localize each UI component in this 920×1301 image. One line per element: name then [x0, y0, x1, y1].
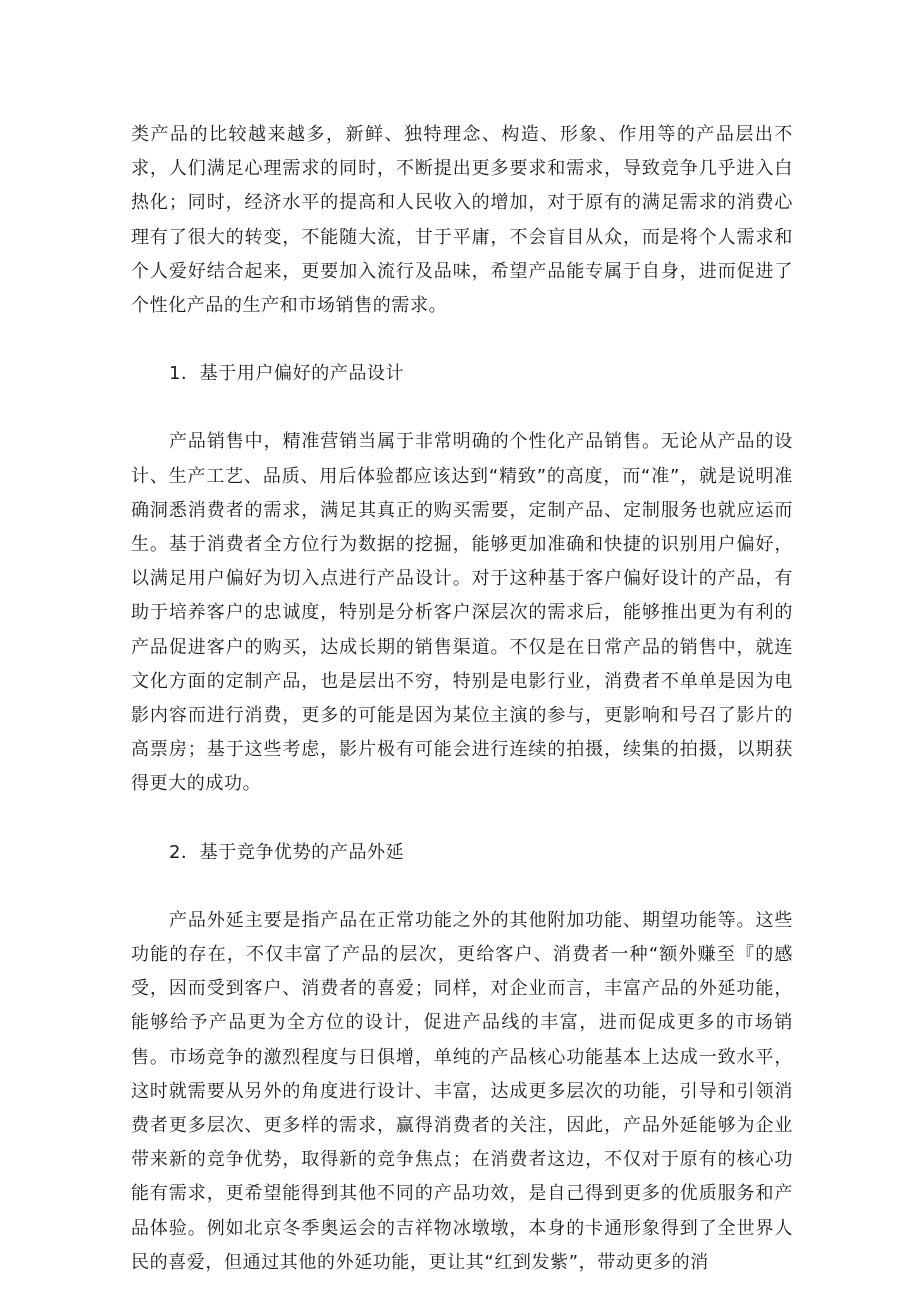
- section-heading-user-preference: 1．基于用户偏好的产品设计: [169, 363, 405, 385]
- paragraph-product-extension: 产品外延主要是指产品在正常功能之外的其他附加功能、期望功能等。这些功能的存在，不仅丰富了产品的层次，更给客户、消费者一种“额外赚至『的感受，因而受到客户、消费者的喜爱；同样，对企业而言，丰富产品的外延功能，能够给予产品更为全方位的设计，促进产品线的丰富，进而促成更多的市场销售。市场竞争的激烈程度与日俱增，单纯的产品核心功能基本上达成一致水平，这时就需要从另外的角度进行设计、丰富，达成更多层次的功能，引导和引领消费者更多层次、更多样的需求，赢得消费者的关注，因此，产品外延能够为企业带来新的竞争优势，取得新的竞争焦点；在消费者这边，不仅对于原有的核心功能有需求，更希望能得到其他不同的产品功效，是自己得到更多的优质服务和产品体验。例如北京冬季奥运会的吉祥物冰墩墩，本身的卡通形象得到了全世界人民的喜爱，但通过其他的外延功能，更让其“红到发紫”，带动更多的消: [131, 909, 793, 1273]
- spacer: [131, 870, 793, 904]
- spacer: [131, 391, 793, 425]
- document-body: [131, 118, 793, 1280]
- spacer: [131, 323, 793, 357]
- spacer: [131, 802, 793, 836]
- paragraph-precision-marketing: 产品销售中，精准营销当属于非常明确的个性化产品销售。无论从产品的设计、生产工艺、品质、用后体验都应该达到“精致”的高度，而“准”，就是说明准确洞悉消费者的需求，满足其真正的购买需要，定制产品、定制服务也就应运而生。基于消费者全方位行为数据的挖掘，能够更加准确和快捷的识别用户偏好，以满足用户偏好为切入点进行产品设计。对于这种基于客户偏好设计的产品，有助于培养客户的忠诚度，特别是分析客户深层次的需求后，能够推出更为有利的产品促进客户的购买，达成长期的销售渠道。不仅是在日常产品的销售中，就连文化方面的定制产品，也是层出不穷，特别是电影行业，消费者不单单是因为电影内容而进行消费，更多的可能是因为某位主演的参与，更影响和号召了影片的高票房；基于这些考虑，影片极有可能会进行连续的拍摄，续集的拍摄，以期获得更大的成功。: [131, 431, 793, 795]
- paragraph-consumer-demand: 类产品的比较越来越多，新鲜、独特理念、构造、形象、作用等的产品层出不求，人们满足心理需求的同时，不断提出更多要求和需求，导致竞争几乎进入白热化；同时，经济水平的提高和人民收入的增加，对于原有的满足需求的消费心理有了很大的转变，不能随大流，甘于平庸，不会盲目从众，而是将个人需求和个人爱好结合起来，更要加入流行及品味，希望产品能专属于自身，进而促进了个性化产品的生产和市场销售的需求。: [131, 124, 793, 317]
- section-heading-competitive-advantage: 2．基于竞争优势的产品外延: [169, 841, 405, 863]
